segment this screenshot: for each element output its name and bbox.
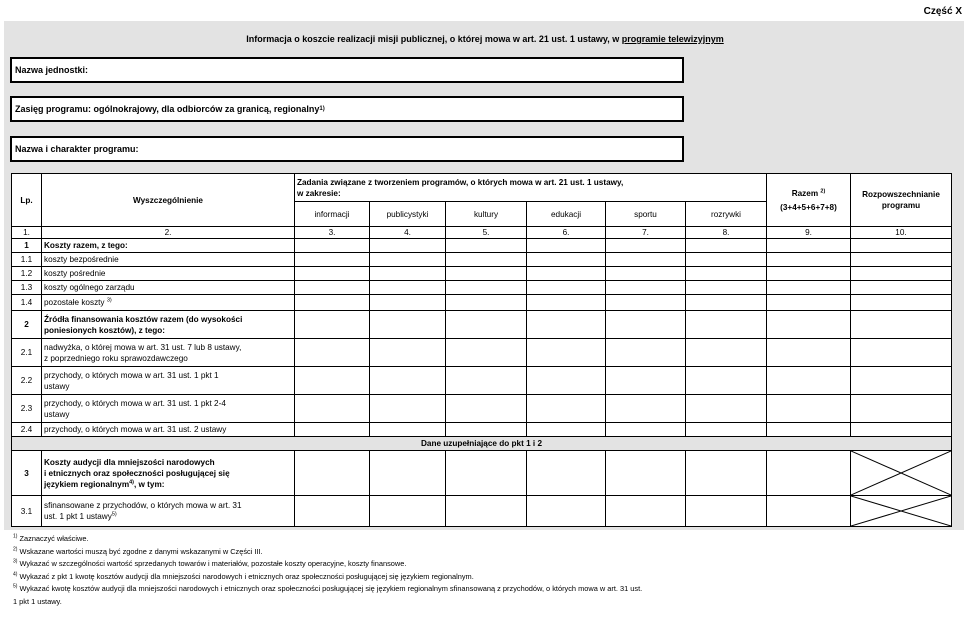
value-cell[interactable] [851, 339, 952, 367]
value-cell[interactable] [686, 295, 767, 311]
value-cell[interactable] [295, 281, 370, 295]
value-cell[interactable] [686, 395, 767, 423]
row-lp: 1.3 [12, 281, 42, 295]
value-cell[interactable] [370, 339, 446, 367]
distribution-header-line1: Rozpowszechnianie [862, 190, 940, 199]
row-desc-text: pozostałe koszty [44, 298, 105, 307]
value-cell[interactable] [295, 295, 370, 311]
row-desc-line: Koszty audycji dla mniejszości narodowych [44, 457, 215, 467]
value-cell[interactable] [527, 253, 606, 267]
value-cell[interactable] [606, 423, 686, 437]
table-row [12, 311, 952, 339]
table-row [12, 295, 952, 311]
crossed-out-cell [851, 496, 952, 527]
footnote [13, 596, 642, 609]
table-row [12, 423, 952, 437]
value-cell[interactable] [767, 253, 851, 267]
row-desc [42, 496, 295, 527]
value-cell[interactable] [446, 267, 527, 281]
tasks-header [295, 174, 767, 202]
value-cell[interactable] [606, 239, 686, 253]
value-cell[interactable] [686, 339, 767, 367]
footnote-text: Zaznaczyć właściwe. [17, 534, 89, 543]
table-row [12, 281, 952, 295]
row-desc-line: przychody, o których mowa w art. 31 ust. 1 pkt 2-4 [44, 398, 226, 408]
footnote-ref: 5) [111, 511, 117, 518]
footnote-text: Wskazane wartości muszą być zgodne z danymi wskazanymi w Części III. [17, 546, 263, 556]
value-cell[interactable] [446, 395, 527, 423]
value-cell[interactable] [686, 496, 767, 527]
value-cell[interactable] [295, 423, 370, 437]
value-cell[interactable] [370, 311, 446, 339]
value-cell[interactable] [686, 423, 767, 437]
program-range-field[interactable]: Zasięg programu: ogólnokrajowy, dla odbiorców za granicą, regionalny 1) [10, 96, 684, 122]
form-title-main: Informacja o koszcie realizacji misji publicznej, o której mowa w art. 21 ust. 1 ustawy, w [246, 34, 622, 44]
value-cell[interactable] [446, 496, 527, 527]
value-cell[interactable] [295, 451, 370, 496]
row-desc-line: i etnicznych oraz społeczności posługującej się [44, 468, 230, 478]
footnote-number: 2) [13, 546, 18, 553]
row-lp: 3 [12, 451, 42, 496]
value-cell[interactable] [370, 281, 446, 295]
task-col-rozrywki: rozrywki [686, 202, 767, 227]
task-col-kultury: kultury [446, 202, 527, 227]
value-cell[interactable] [446, 451, 527, 496]
value-cell[interactable] [527, 267, 606, 281]
row-desc-line: Źródła finansowania kosztów razem (do wysokości [44, 314, 243, 324]
value-cell[interactable] [851, 281, 952, 295]
value-cell[interactable] [295, 367, 370, 395]
row-desc [42, 339, 295, 367]
program-name-field[interactable] [10, 136, 684, 162]
sum-header [767, 174, 851, 227]
value-cell[interactable] [370, 423, 446, 437]
footnote-ref: 4) [129, 478, 134, 485]
supplement-header: Dane uzupełniające do pkt 1 i 2 [12, 437, 952, 451]
sum-footnote-ref: 2) [820, 187, 826, 194]
value-cell[interactable] [767, 295, 851, 311]
unit-name-field[interactable] [10, 57, 684, 83]
value-cell[interactable] [851, 423, 952, 437]
lp-header: Lp. [12, 174, 42, 227]
row-lp: 1.1 [12, 253, 42, 267]
value-cell[interactable] [606, 311, 686, 339]
value-cell[interactable] [446, 281, 527, 295]
value-cell[interactable] [851, 395, 952, 423]
row-lp: 2.4 [12, 423, 42, 437]
row-lp: 2.2 [12, 367, 42, 395]
footnote [13, 546, 642, 559]
tasks-header-line1: Zadania związane z tworzeniem programów, o których mowa w art. 21 ust. 1 ustawy, [297, 177, 624, 187]
row-desc-line: ustawy [44, 409, 70, 419]
task-col-edukacji: edukacji [527, 202, 606, 227]
supplement-header-row [12, 437, 952, 451]
task-col-publicystyki: publicystyki [370, 202, 446, 227]
spec-header: Wyszczególnienie [42, 174, 295, 227]
program-range-label: Zasięg programu: ogólnokrajowy, dla odbiorców za granicą, regionalny [15, 104, 320, 114]
value-cell[interactable] [851, 295, 952, 311]
value-cell[interactable] [446, 311, 527, 339]
value-cell[interactable] [295, 253, 370, 267]
table-row [12, 367, 952, 395]
value-cell[interactable] [767, 281, 851, 295]
task-col-sportu: sportu [606, 202, 686, 227]
crossed-out-cell [851, 451, 952, 496]
value-cell[interactable] [295, 267, 370, 281]
col-number: 9. [767, 227, 851, 239]
col-number: 4. [370, 227, 446, 239]
form-title-underlined: programie telewizyjnym [621, 34, 724, 44]
unit-name-label: Nazwa jednostki: [15, 65, 89, 75]
value-cell[interactable] [606, 253, 686, 267]
value-cell[interactable] [295, 239, 370, 253]
sum-header-label: Razem [791, 188, 819, 198]
value-cell[interactable] [851, 267, 952, 281]
footnote [13, 571, 642, 584]
value-cell[interactable] [686, 451, 767, 496]
row-desc-line: sfinansowane z przychodów, o których mowa w art. 31 [44, 501, 242, 510]
value-cell[interactable] [606, 496, 686, 527]
value-cell[interactable] [527, 295, 606, 311]
footnote-text: 1 pkt 1 ustawy. [13, 596, 62, 606]
value-cell[interactable] [527, 451, 606, 496]
value-cell[interactable] [527, 367, 606, 395]
distribution-header [851, 174, 952, 227]
footnote-text: Wykazać w szczególności wartość sprzedanych towarów i materiałów, pozostałe koszty operacyjne, koszty finansowe. [17, 559, 407, 568]
program-name-label: Nazwa i charakter programu: [15, 144, 139, 154]
table-row [12, 339, 952, 367]
cross-mark-icon [851, 451, 951, 495]
row-desc-line: ustawy [44, 381, 70, 391]
value-cell[interactable] [767, 339, 851, 367]
footnote [13, 533, 642, 546]
footnote [13, 583, 642, 596]
row-desc: Koszty razem, z tego: [42, 239, 295, 253]
row-lp: 1 [12, 239, 42, 253]
table-row [12, 239, 952, 253]
form-title [0, 34, 970, 44]
row-desc-line: ust. 1 pkt 1 ustawy [44, 512, 112, 521]
value-cell[interactable] [295, 311, 370, 339]
row-desc-line: poniesionych kosztów), z tego: [44, 325, 165, 335]
table-row [12, 451, 952, 496]
value-cell[interactable] [446, 423, 527, 437]
value-cell[interactable] [370, 267, 446, 281]
value-cell[interactable] [686, 253, 767, 267]
value-cell[interactable] [370, 395, 446, 423]
col-number: 10. [851, 227, 952, 239]
value-cell[interactable] [446, 367, 527, 395]
value-cell[interactable] [370, 253, 446, 267]
value-cell[interactable] [370, 295, 446, 311]
col-number: 8. [686, 227, 767, 239]
row-desc [42, 295, 295, 311]
value-cell[interactable] [446, 253, 527, 267]
row-lp: 2.1 [12, 339, 42, 367]
value-cell[interactable] [446, 239, 527, 253]
row-desc [42, 367, 295, 395]
table-row [12, 267, 952, 281]
footnote [13, 558, 642, 571]
value-cell[interactable] [686, 367, 767, 395]
row-desc [42, 451, 295, 496]
col-number: 2. [42, 227, 295, 239]
row-desc-line: nadwyżka, o której mowa w art. 31 ust. 7 lub 8 ustawy, [44, 342, 242, 352]
value-cell[interactable] [370, 239, 446, 253]
footnote-number: 3) [13, 558, 18, 565]
row-desc: przychody, o których mowa w art. 31 ust. 2 ustawy [42, 423, 295, 437]
cross-mark-icon [851, 496, 951, 526]
value-cell[interactable] [527, 239, 606, 253]
row-desc-line: przychody, o których mowa w art. 31 ust. 1 pkt 1 [44, 370, 219, 380]
row-desc: koszty pośrednie [42, 267, 295, 281]
value-cell[interactable] [370, 451, 446, 496]
table-row [12, 395, 952, 423]
row-desc [42, 311, 295, 339]
value-cell[interactable] [606, 395, 686, 423]
footnotes [13, 533, 642, 608]
value-cell[interactable] [606, 281, 686, 295]
col-number: 3. [295, 227, 370, 239]
table-row [12, 253, 952, 267]
value-cell[interactable] [527, 423, 606, 437]
value-cell[interactable] [295, 395, 370, 423]
value-cell[interactable] [686, 267, 767, 281]
value-cell[interactable] [606, 267, 686, 281]
row-desc [42, 395, 295, 423]
value-cell[interactable] [686, 311, 767, 339]
cost-table [11, 173, 952, 527]
value-cell[interactable] [767, 395, 851, 423]
row-lp: 2 [12, 311, 42, 339]
value-cell[interactable] [527, 281, 606, 295]
value-cell[interactable] [527, 311, 606, 339]
col-number: 1. [12, 227, 42, 239]
footnote-text: Wykazać z pkt 1 kwotę kosztów audycji dla mniejszości narodowych i etnicznych oraz społeczności posługującej się językiem regionalnym. [17, 571, 474, 581]
value-cell[interactable] [767, 311, 851, 339]
value-cell[interactable] [606, 339, 686, 367]
value-cell[interactable] [370, 367, 446, 395]
tasks-header-line2: w zakresie: [297, 188, 341, 198]
value-cell[interactable] [851, 367, 952, 395]
value-cell[interactable] [767, 423, 851, 437]
value-cell[interactable] [767, 367, 851, 395]
value-cell[interactable] [295, 339, 370, 367]
value-cell[interactable] [686, 239, 767, 253]
part-label: Część X [923, 6, 962, 17]
footnote-text: Wykazać kwotę kosztów audycji dla mniejszości narodowych i etnicznych oraz społeczności posługującej się językiem regionalnym sfinansowaną z przychodów, o których mowa w art. 31 ust. [17, 584, 643, 593]
value-cell[interactable] [851, 253, 952, 267]
row-lp: 1.2 [12, 267, 42, 281]
column-numbers-row [12, 227, 952, 239]
value-cell[interactable] [295, 496, 370, 527]
distribution-header-line2: programu [881, 201, 921, 210]
value-cell[interactable] [446, 339, 527, 367]
row-lp: 1.4 [12, 295, 42, 311]
value-cell[interactable] [851, 311, 952, 339]
value-cell[interactable] [606, 451, 686, 496]
footnote-number: 1) [13, 533, 18, 540]
value-cell[interactable] [606, 295, 686, 311]
value-cell[interactable] [767, 451, 851, 496]
value-cell[interactable] [446, 295, 527, 311]
row-desc: koszty bezpośrednie [42, 253, 295, 267]
footnote-number: 5) [13, 583, 18, 590]
value-cell[interactable] [527, 395, 606, 423]
value-cell[interactable] [527, 496, 606, 527]
footnote-number: 4) [13, 571, 18, 578]
value-cell[interactable] [767, 496, 851, 527]
col-number: 6. [527, 227, 606, 239]
value-cell[interactable] [767, 239, 851, 253]
task-col-informacji: informacji [295, 202, 370, 227]
row-lp: 2.3 [12, 395, 42, 423]
row-desc: koszty ogólnego zarządu [42, 281, 295, 295]
value-cell[interactable] [686, 281, 767, 295]
col-number: 7. [606, 227, 686, 239]
value-cell[interactable] [606, 367, 686, 395]
col-number: 5. [446, 227, 527, 239]
row-lp: 3.1 [12, 496, 42, 527]
value-cell[interactable] [767, 267, 851, 281]
row-desc-line: językiem regionalnym [44, 479, 130, 489]
row-desc-line: z poprzedniego roku sprawozdawczego [44, 353, 188, 363]
sum-formula: (3+4+5+6+7+8) [780, 202, 837, 212]
table-row [12, 496, 952, 527]
footnote-ref: 3) [106, 297, 112, 304]
value-cell[interactable] [527, 339, 606, 367]
value-cell[interactable] [851, 239, 952, 253]
row-desc-tail: , w tym: [133, 479, 165, 489]
value-cell[interactable] [370, 496, 446, 527]
